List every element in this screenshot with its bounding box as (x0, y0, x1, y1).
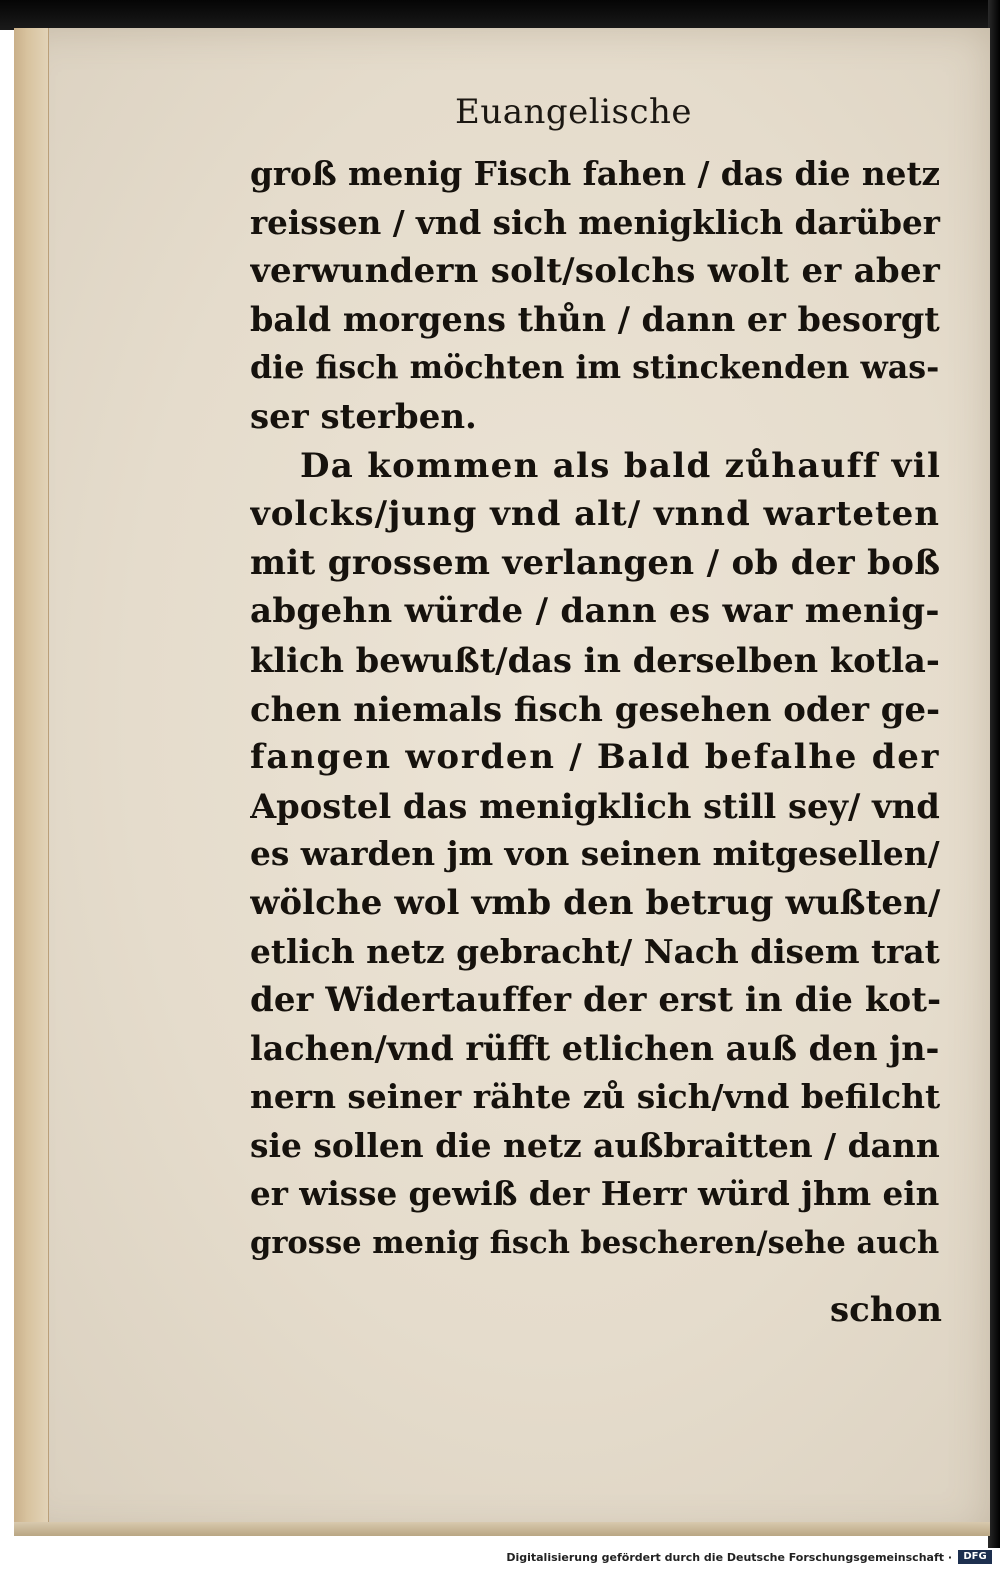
text-line: Apostel das menigklich still sey/ vnd (250, 785, 940, 826)
footer-credit: Digitalisierung gefördert durch die Deutsche Forschungsgemeinschaft · (506, 1551, 952, 1564)
body-text (250, 150, 950, 1268)
text-line: klich bewußt/das in derselben kotla- (250, 639, 940, 680)
text-line: lachen/vnd rüfft etlichen auß den jn- (250, 1028, 940, 1068)
text-line: sie sollen die netz außbraitten / dann (250, 1125, 940, 1165)
text-line: wölche wol vmb den betrug wußten/ (250, 882, 941, 923)
text-line: nern seiner rähte zů sich/vnd befilcht (250, 1077, 941, 1117)
dfg-logo: DFG (958, 1550, 992, 1564)
text-line: volcks/jung vnd alt/ vnnd warteten (250, 494, 940, 535)
text-line: chen niemals fisch gesehen oder ge- (250, 688, 941, 729)
scan-top-shadow (0, 0, 1000, 30)
text-line: mit grossem verlangen / ob der boß (250, 542, 941, 583)
text-line: bald morgens thůn / dann er besorgt (250, 299, 940, 339)
catchword: schon (830, 1290, 942, 1330)
text-line: abgehn würde / dann es war menig- (250, 591, 940, 632)
text-line: groß menig Fisch fahen / das die netz (250, 154, 941, 193)
text-line: er wisse gewiß der Herr würd jhm ein (250, 1174, 940, 1214)
text-line: grosse menig fisch bescheren/sehe auch (250, 1225, 940, 1262)
text-line: fangen worden / Bald befalhe der (250, 737, 941, 778)
text-line: es warden jm von seinen mitgesellen/ (250, 834, 940, 874)
page-edge (14, 28, 49, 1536)
text-line: verwundern solt/solchs wolt er aber (250, 251, 941, 292)
text-line: Da kommen als bald zůhauff vil (300, 445, 942, 486)
page-bottom-edge (14, 1522, 990, 1536)
text-line: der Widertauffer der erst in die kot- (250, 980, 942, 1021)
text-line: die fisch möchten im stinckenden was- (250, 349, 940, 387)
running-head: Euangelische (455, 92, 693, 132)
text-line: reissen / vnd sich menigklich darüber (250, 202, 940, 242)
text-line: etlich netz gebracht/ Nach disem trat (250, 931, 940, 971)
text-line: ser sterben. (250, 396, 477, 437)
